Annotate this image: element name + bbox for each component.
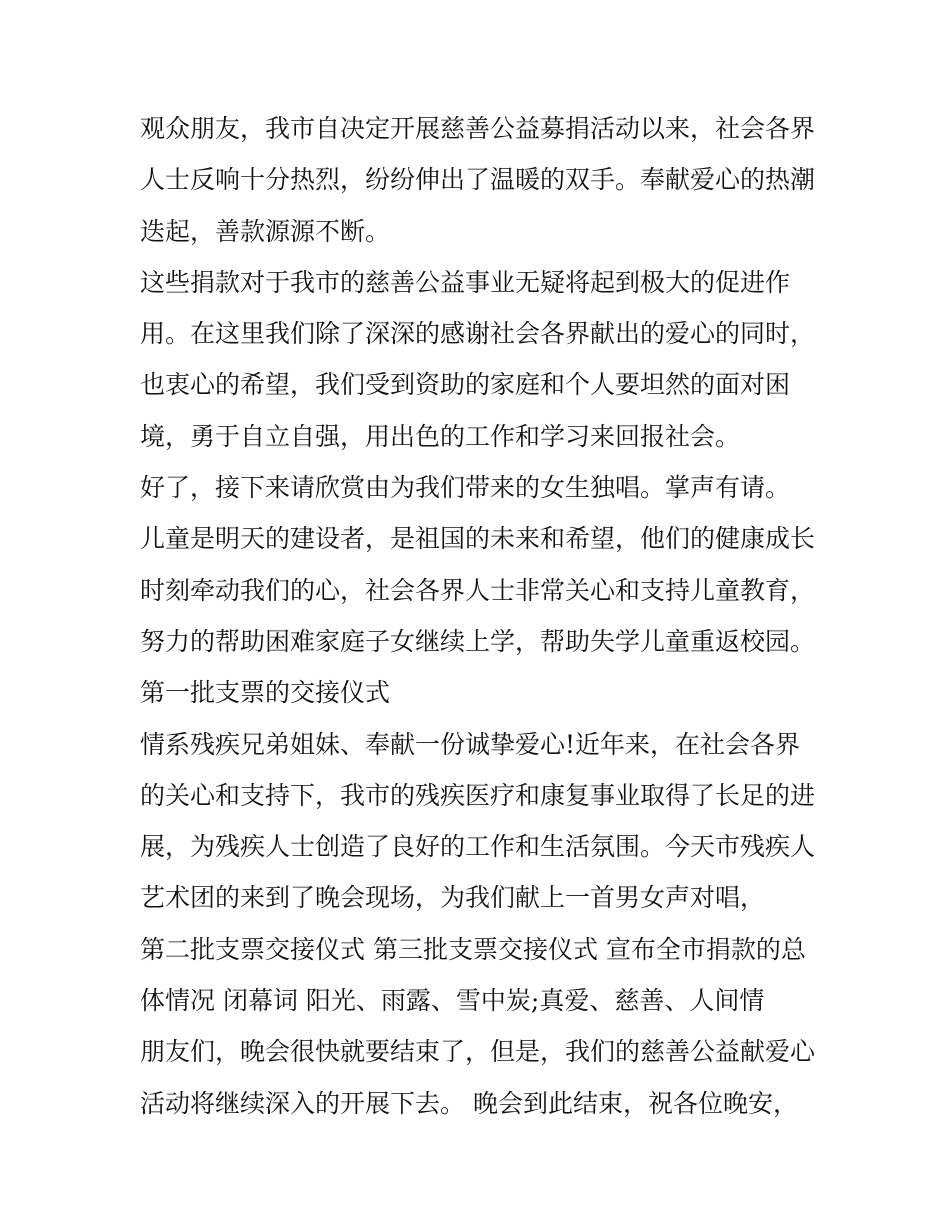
text-line: 体情况 闭幕词 阳光、雨露、雪中炭;真爱、慈善、人间情 [140, 986, 765, 1016]
text-line: 迭起，善款源源不断。 [140, 216, 391, 246]
text-line: 人士反响十分热烈，纷纷伸出了温暖的双手。奉献爱心的热潮 [140, 165, 816, 195]
text-line: 朋友们，晚会很快就要结束了，但是，我们的慈善公益献爱心 [140, 1037, 816, 1067]
text-line: 努力的帮助困难家庭子女继续上学，帮助失学儿童重返校园。 [140, 626, 816, 656]
text-line: 情系残疾兄弟姐妹、奉献一份诚挚爱心!近年来，在社会各界 [140, 729, 801, 759]
text-line: 展，为残疾人士创造了良好的工作和生活氛围。今天市残疾人 [140, 832, 816, 862]
body-text [140, 103, 830, 1129]
text-line: 好了，接下来请欣赏由为我们带来的女生独唱。掌声有请。 [140, 473, 791, 503]
text-line: 这些捐款对于我市的慈善公益事业无疑将起到极大的促进作 [140, 267, 791, 297]
section-heading: 第一批支票的交接仪式 [140, 678, 391, 708]
text-line: 用。在这里我们除了深深的感谢社会各界献出的爱心的同时， [140, 319, 816, 349]
text-line: 时刻牵动我们的心，社会各界人士非常关心和支持儿童教育， [140, 575, 816, 605]
text-line: 活动将继续深入的开展下去。 晚会到此结束，祝各位晚安， [140, 1088, 798, 1118]
text-line: 第二批支票交接仪式 第三批支票交接仪式 宣布全市捐款的总 [140, 934, 806, 964]
text-line: 的关心和支持下，我市的残疾医疗和康复事业取得了长足的进 [140, 780, 816, 810]
text-line: 观众朋友，我市自决定开展慈善公益募捐活动以来，社会各界 [140, 114, 816, 143]
text-line: 境，勇于自立自强，用出色的工作和学习来回报社会。 [140, 421, 741, 451]
text-line: 也衷心的希望，我们受到资助的家庭和个人要坦然的面对困 [140, 370, 791, 400]
text-line: 儿童是明天的建设者，是祖国的未来和希望，他们的健康成长 [140, 524, 816, 554]
text-line: 艺术团的来到了晚会现场，为我们献上一首男女声对唱， [140, 883, 766, 913]
